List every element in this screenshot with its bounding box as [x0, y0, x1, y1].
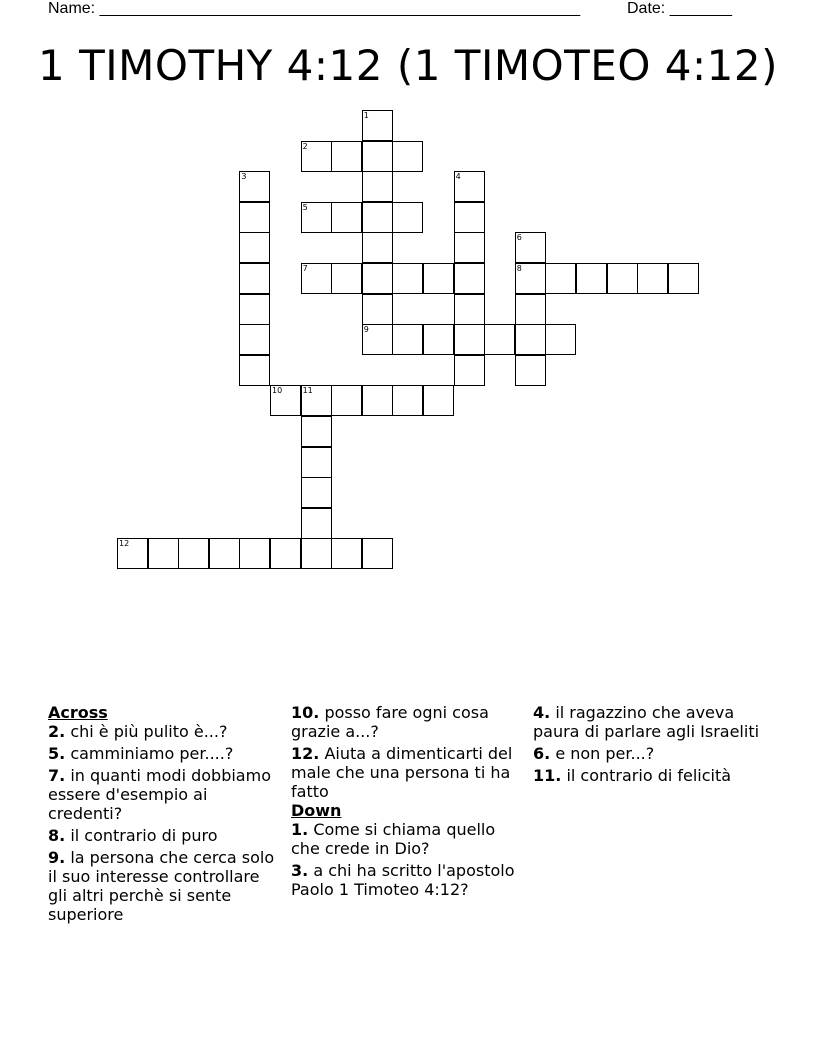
grid-cell[interactable]	[454, 355, 485, 386]
grid-cell[interactable]	[392, 324, 423, 355]
grid-cell[interactable]	[392, 263, 423, 294]
clue-number: 2.	[48, 722, 66, 741]
clue-text: la persona che cerca solo il suo interesse controllare gli altri perchè si sente superiore	[48, 848, 275, 924]
grid-cell[interactable]	[484, 324, 515, 355]
clue-number: 10.	[291, 703, 320, 722]
clue-number: 3.	[291, 861, 309, 880]
clue-number: 7.	[48, 766, 66, 785]
clue-column-1	[48, 703, 280, 927]
grid-cell[interactable]	[239, 324, 270, 355]
grid-cell[interactable]	[148, 538, 179, 569]
clue-across-8	[48, 826, 280, 845]
clue-text: il ragazzino che aveva paura di parlare agli Israeliti	[533, 703, 760, 741]
grid-cell[interactable]	[270, 538, 301, 569]
clue-down-6	[533, 744, 765, 763]
down-heading: Down	[291, 801, 342, 820]
grid-cell[interactable]	[392, 141, 423, 172]
clue-text: il contrario di puro	[70, 826, 218, 845]
cell-number: 8	[516, 264, 522, 273]
grid-cell[interactable]	[301, 416, 332, 447]
grid-cell[interactable]	[209, 538, 240, 569]
clue-text: il contrario di felicità	[566, 766, 732, 785]
grid-cell[interactable]	[545, 263, 576, 294]
grid-cell[interactable]	[301, 538, 332, 569]
grid-cell[interactable]	[454, 324, 485, 355]
cell-number: 5	[302, 202, 308, 212]
grid-cell[interactable]	[362, 202, 393, 233]
clue-number: 1.	[291, 820, 309, 839]
grid-cell[interactable]	[637, 263, 668, 294]
clue-text: Come si chiama quello che crede in Dio?	[291, 820, 496, 858]
cell-number: 11	[302, 386, 313, 396]
grid-cell[interactable]	[239, 538, 270, 569]
clue-text: Aiuta a dimenticarti del male che una persona ti ha fatto	[291, 744, 513, 801]
grid-cell[interactable]	[423, 385, 454, 416]
clue-number: 5.	[48, 744, 66, 763]
grid-cell[interactable]	[607, 263, 638, 294]
clue-down-4	[533, 703, 765, 741]
grid-cell[interactable]	[668, 263, 699, 294]
grid-cell[interactable]	[362, 538, 393, 569]
grid-cell[interactable]	[392, 202, 423, 233]
cell-number: 3	[241, 172, 247, 182]
clue-across-7	[48, 766, 280, 823]
cell-number: 9	[363, 325, 369, 335]
grid-cell[interactable]	[362, 141, 393, 172]
cell-number: 10	[272, 386, 283, 396]
cell-number: 12	[119, 539, 130, 549]
date-line: Date: _______	[627, 0, 732, 17]
clue-across-5	[48, 744, 280, 763]
cell-number: 4	[455, 172, 461, 182]
grid-cell[interactable]	[239, 232, 270, 263]
grid-cell[interactable]	[454, 232, 485, 263]
grid-cell[interactable]	[362, 263, 393, 294]
clue-text: chi è più pulito è...?	[70, 722, 228, 741]
clue-down-3	[291, 861, 523, 899]
grid-cell[interactable]	[178, 538, 209, 569]
clue-text: in quanti modi dobbiamo essere d'esempio ai credenti?	[48, 766, 271, 823]
grid-cell[interactable]	[392, 385, 423, 416]
grid-cell[interactable]	[362, 171, 393, 202]
clue-across-10	[291, 703, 523, 741]
clue-text: posso fare ogni cosa grazie a...?	[291, 703, 489, 741]
grid-cell[interactable]	[301, 447, 332, 478]
grid-cell[interactable]	[331, 538, 362, 569]
clue-number: 12.	[291, 744, 320, 763]
clue-down-1	[291, 820, 523, 858]
grid-cell[interactable]	[362, 385, 393, 416]
grid-cell[interactable]	[423, 263, 454, 294]
grid-cell[interactable]	[331, 263, 362, 294]
grid-cell[interactable]	[454, 202, 485, 233]
grid-cell[interactable]	[454, 294, 485, 325]
clue-across-2	[48, 722, 280, 741]
clue-number: 6.	[533, 744, 551, 763]
grid-cell[interactable]	[545, 324, 576, 355]
grid-cell[interactable]	[515, 324, 546, 355]
clue-text: camminiamo per....?	[70, 744, 234, 763]
clue-across-12	[291, 744, 523, 801]
grid-cell[interactable]	[239, 263, 270, 294]
clue-column-2	[291, 703, 523, 902]
grid-cell[interactable]	[362, 294, 393, 325]
grid-cell[interactable]	[239, 202, 270, 233]
grid-cell[interactable]	[515, 294, 546, 325]
clue-number: 11.	[533, 766, 562, 785]
clue-number: 8.	[48, 826, 66, 845]
clue-down-11	[533, 766, 765, 785]
page-title: 1 TIMOTHY 4:12 (1 TIMOTEO 4:12)	[38, 41, 778, 90]
clue-text: a chi ha scritto l'apostolo Paolo 1 Timoteo 4:12?	[291, 861, 515, 899]
grid-cell[interactable]	[301, 477, 332, 508]
cell-number: 6	[516, 233, 522, 243]
grid-cell[interactable]	[454, 263, 485, 294]
cell-number: 1	[363, 111, 369, 120]
grid-cell[interactable]	[423, 324, 454, 355]
grid-cell[interactable]	[331, 141, 362, 172]
clue-number: 4.	[533, 703, 551, 722]
cell-number: 2	[302, 141, 308, 151]
grid-cell[interactable]	[239, 355, 270, 386]
name-line: Name: ______________________________________________________	[48, 0, 581, 17]
grid-cell[interactable]	[331, 385, 362, 416]
grid-cell[interactable]	[576, 263, 607, 294]
across-heading: Across	[48, 703, 108, 722]
clue-column-3	[533, 703, 765, 788]
grid-cell[interactable]	[331, 202, 362, 233]
grid-cell[interactable]	[301, 508, 332, 539]
grid-cell[interactable]	[239, 294, 270, 325]
clue-text: e non per...?	[555, 744, 655, 763]
grid-cell[interactable]	[362, 232, 393, 263]
clue-number: 9.	[48, 848, 66, 867]
grid-cell[interactable]	[515, 355, 546, 386]
cell-number: 7	[302, 264, 308, 273]
clue-across-9	[48, 848, 280, 924]
